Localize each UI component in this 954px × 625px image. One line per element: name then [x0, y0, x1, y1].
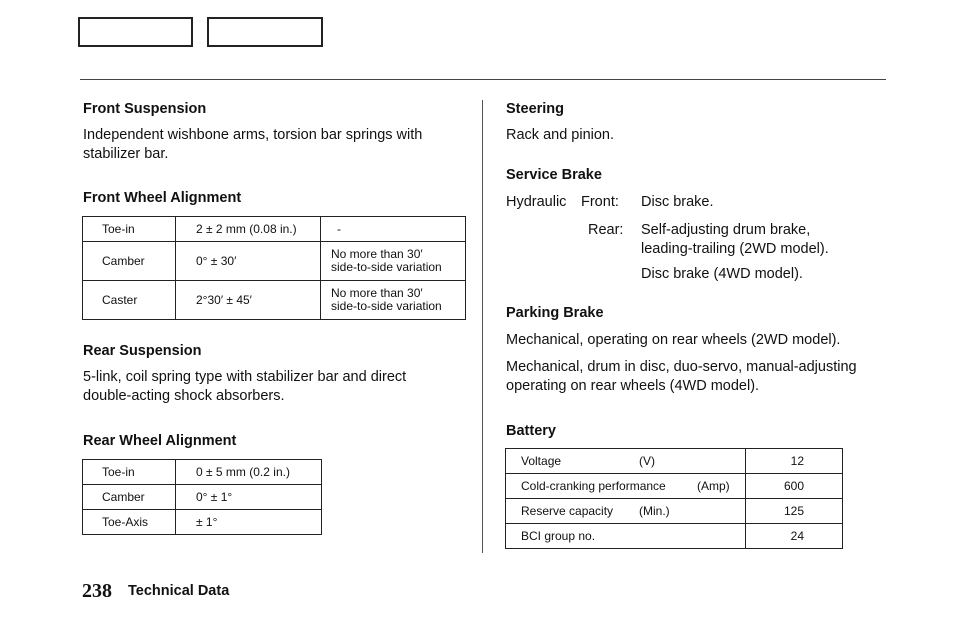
parking-brake-line-2: operating on rear wheels (4WD model). — [506, 378, 760, 394]
service-brake-heading: Service Brake — [506, 167, 602, 183]
table-row — [506, 499, 843, 524]
front-wheel-alignment-table — [82, 216, 466, 320]
table-cell: 0° ± 1° — [176, 485, 322, 510]
table-row — [83, 485, 322, 510]
table-row — [83, 460, 322, 485]
parking-brake-text-1: Mechanical, operating on rear wheels (2WD model). — [506, 332, 841, 348]
front-brake-label: Front: — [581, 194, 619, 210]
table-cell — [506, 474, 746, 499]
table-cell: 2°30′ ± 45′ — [176, 281, 321, 320]
rear-brake-line-1: Self-adjusting drum brake, — [641, 222, 811, 238]
steering-heading: Steering — [506, 101, 565, 117]
battery-label: Voltage — [521, 454, 562, 468]
rear-brake-value — [641, 221, 829, 284]
table-row — [83, 510, 322, 535]
rear-brake-line-2: leading-trailing (2WD model). — [641, 241, 829, 257]
battery-table — [505, 448, 843, 549]
rear-wheel-alignment-heading: Rear Wheel Alignment — [83, 433, 237, 449]
table-cell: 12 — [746, 449, 843, 474]
battery-heading: Battery — [506, 423, 556, 439]
table-cell: ± 1° — [176, 510, 322, 535]
front-suspension-line-1: Independent wishbone arms, torsion bar springs with — [83, 127, 423, 143]
page-number: 238 — [82, 580, 112, 602]
nav-tab-2[interactable] — [207, 17, 323, 47]
table-row — [506, 474, 843, 499]
table-cell: 600 — [746, 474, 843, 499]
nav-tab-1[interactable] — [78, 17, 193, 47]
steering-text: Rack and pinion. — [506, 127, 615, 143]
parking-brake-line-1: Mechanical, drum in disc, duo-servo, manual-adjusting — [506, 359, 857, 375]
battery-unit: (V) — [639, 454, 655, 468]
note-line: side-to-side variation — [331, 260, 442, 274]
battery-label: Cold-cranking performance — [521, 479, 666, 493]
rear-brake-label: Rear: — [588, 222, 624, 238]
parking-brake-heading: Parking Brake — [506, 305, 604, 321]
table-cell: 2 ± 2 mm (0.08 in.) — [176, 217, 321, 242]
table-cell: Camber — [83, 242, 176, 281]
table-cell: Camber — [83, 485, 176, 510]
rear-suspension-line-2: double-acting shock absorbers. — [83, 388, 285, 404]
table-cell: - — [321, 217, 466, 242]
table-row — [83, 242, 466, 281]
table-row — [506, 449, 843, 474]
table-cell — [506, 449, 746, 474]
battery-unit: (Min.) — [639, 504, 670, 518]
table-row — [83, 281, 466, 320]
rear-suspension-heading: Rear Suspension — [83, 343, 202, 359]
table-cell: 0° ± 30′ — [176, 242, 321, 281]
table-cell: Caster — [83, 281, 176, 320]
front-suspension-line-2: stabilizer bar. — [83, 146, 169, 162]
table-cell — [321, 281, 466, 320]
rear-suspension-text — [83, 368, 406, 406]
table-cell: Toe-in — [83, 460, 176, 485]
table-row — [506, 524, 843, 549]
front-wheel-alignment-heading: Front Wheel Alignment — [83, 190, 242, 206]
rear-wheel-alignment-table — [82, 459, 322, 535]
column-divider — [482, 100, 483, 553]
section-title: Technical Data — [128, 583, 230, 599]
parking-brake-text-2 — [506, 358, 857, 396]
table-cell: Toe-Axis — [83, 510, 176, 535]
note-line: No more than 30′ — [331, 286, 423, 300]
front-brake-value: Disc brake. — [641, 194, 714, 210]
battery-label: Reserve capacity — [521, 504, 614, 518]
table-cell — [506, 499, 746, 524]
battery-unit: (Amp) — [697, 479, 730, 493]
battery-label: BCI group no. — [521, 529, 596, 543]
front-suspension-heading: Front Suspension — [83, 101, 207, 117]
front-suspension-text — [83, 126, 422, 164]
table-cell: 0 ± 5 mm (0.2 in.) — [176, 460, 322, 485]
header-divider — [80, 79, 886, 80]
table-row — [83, 217, 466, 242]
table-cell — [321, 242, 466, 281]
hydraulic-label: Hydraulic — [506, 194, 567, 210]
note-line: side-to-side variation — [331, 299, 442, 313]
table-cell: 24 — [746, 524, 843, 549]
table-cell: 125 — [746, 499, 843, 524]
table-cell — [506, 524, 746, 549]
note-line: No more than 30′ — [331, 247, 423, 261]
table-cell: Toe-in — [83, 217, 176, 242]
rear-suspension-line-1: 5-link, coil spring type with stabilizer bar and direct — [83, 369, 407, 385]
rear-brake-line-3: Disc brake (4WD model). — [641, 266, 803, 282]
